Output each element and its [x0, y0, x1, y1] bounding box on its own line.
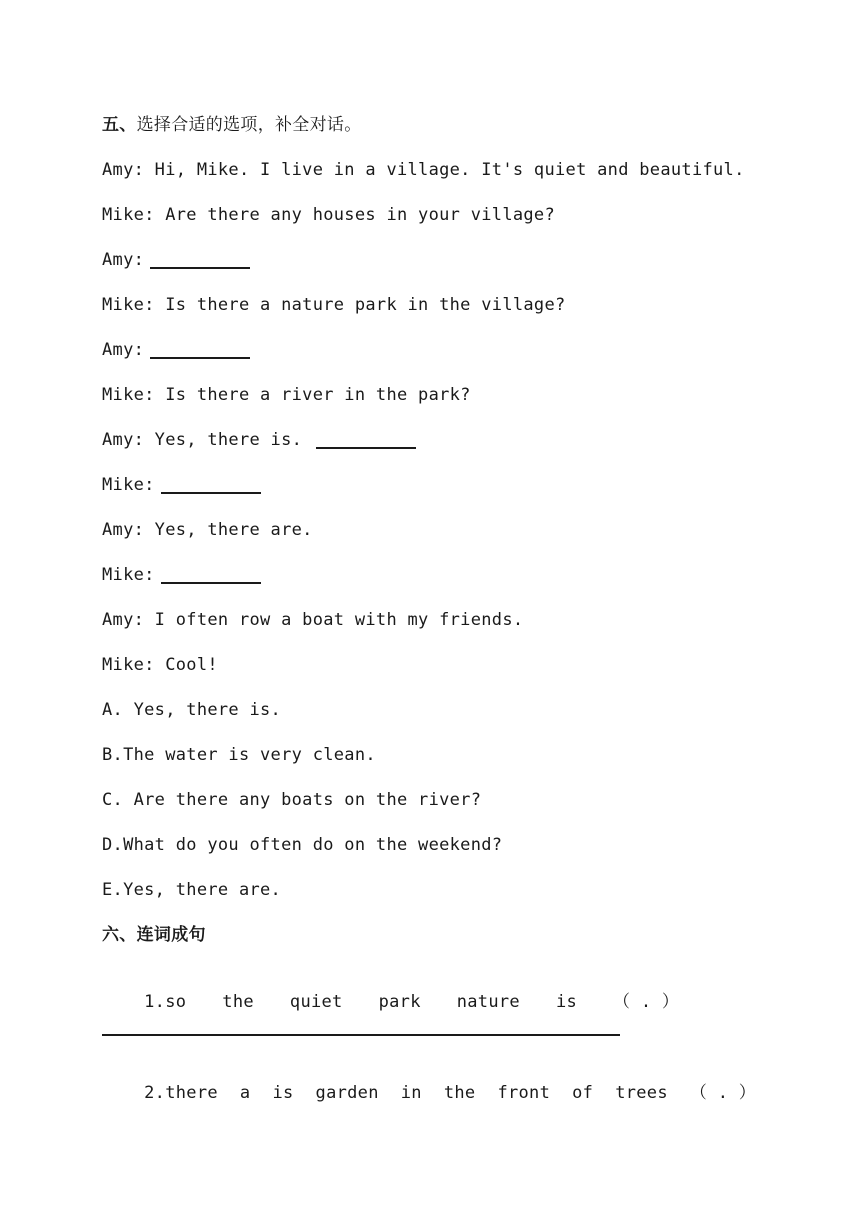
question-1	[102, 969, 679, 1035]
question-2	[102, 1060, 756, 1126]
question-2-number: 2.	[144, 1083, 166, 1103]
dialogue-text: Amy: Yes, there is.	[102, 430, 303, 450]
word: is	[272, 1083, 294, 1103]
dialogue-line-11: Amy: I often row a boat with my friends.	[102, 610, 524, 630]
answer-blank-3[interactable]	[316, 447, 416, 449]
section-five-title: 选择合适的选项，补全对话。	[136, 115, 362, 135]
answer-line-1[interactable]	[102, 1034, 620, 1036]
word: is	[555, 992, 578, 1012]
section-five-heading	[102, 114, 362, 136]
word: the	[222, 992, 254, 1012]
word: trees	[615, 1083, 668, 1103]
word: of	[572, 1083, 594, 1103]
dialogue-line-3	[102, 249, 250, 271]
dialogue-line-6: Mike: Is there a river in the park?	[102, 385, 471, 405]
option-a: A. Yes, there is.	[102, 700, 282, 720]
answer-blank-5[interactable]	[161, 582, 261, 584]
dialogue-line-9: Amy: Yes, there are.	[102, 520, 313, 540]
speaker-label: Mike:	[102, 565, 155, 585]
option-e: E.Yes, there are.	[102, 880, 282, 900]
dialogue-line-4: Mike: Is there a nature park in the village?	[102, 295, 566, 315]
word: there	[165, 1083, 218, 1103]
word: garden	[315, 1083, 379, 1103]
dialogue-line-5	[102, 339, 250, 361]
dialogue-line-1: Amy: Hi, Mike. I live in a village. It's quiet and beautiful.	[102, 160, 745, 180]
word: nature	[456, 992, 520, 1012]
word: in	[400, 1083, 422, 1103]
word: （ . ）	[613, 992, 680, 1012]
option-b: B.The water is very clean.	[102, 745, 376, 765]
word: the	[443, 1083, 476, 1103]
word: （ . ）	[689, 1083, 757, 1103]
section-five-number: 五、	[102, 115, 137, 135]
dialogue-line-12: Mike: Cool!	[102, 655, 218, 675]
speaker-label: Amy:	[102, 340, 145, 360]
word: park	[378, 992, 421, 1012]
option-c: C. Are there any boats on the river?	[102, 790, 482, 810]
answer-blank-4[interactable]	[161, 492, 261, 494]
dialogue-line-10	[102, 564, 261, 586]
answer-blank-2[interactable]	[150, 357, 250, 359]
word: front	[497, 1083, 551, 1103]
word: so	[165, 992, 187, 1012]
section-six-heading: 六、连词成句	[102, 925, 206, 945]
word: quiet	[289, 992, 343, 1012]
answer-blank-1[interactable]	[150, 267, 250, 269]
option-d: D.What do you often do on the weekend?	[102, 835, 503, 855]
speaker-label: Amy:	[102, 250, 145, 270]
question-1-number: 1.	[144, 992, 166, 1012]
word: a	[239, 1083, 251, 1103]
dialogue-line-2: Mike: Are there any houses in your village?	[102, 205, 555, 225]
dialogue-line-7	[102, 429, 416, 451]
speaker-label: Mike:	[102, 475, 155, 495]
dialogue-line-8	[102, 474, 261, 496]
